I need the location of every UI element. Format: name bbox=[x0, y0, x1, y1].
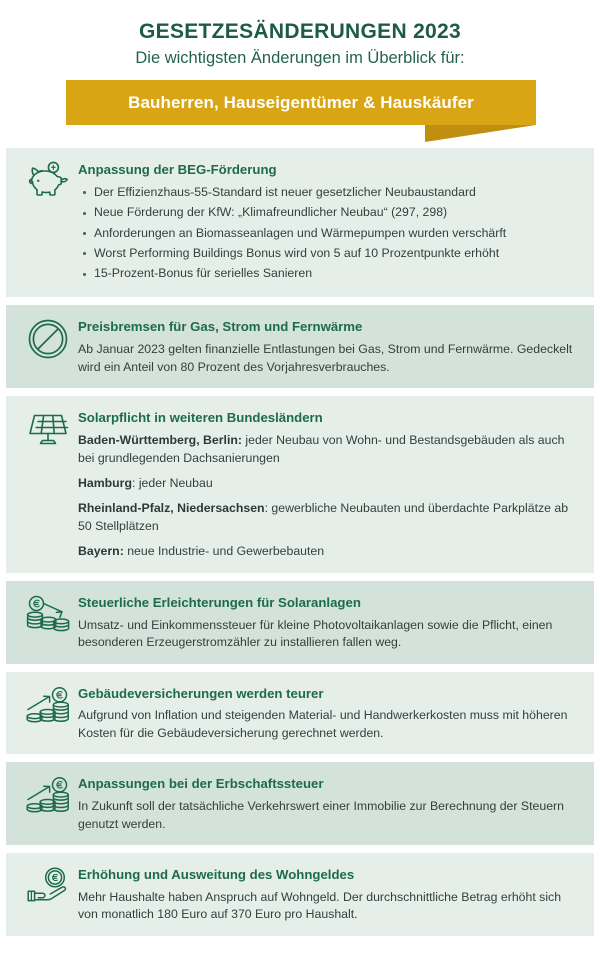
paragraph-lead: Hamburg bbox=[78, 475, 132, 490]
card bbox=[6, 148, 594, 297]
card bbox=[6, 853, 594, 936]
paragraph-lead: Bayern: bbox=[78, 544, 124, 559]
card-title: Anpassungen bei der Erbschaftssteuer bbox=[78, 776, 324, 792]
card-paragraph bbox=[78, 432, 576, 467]
bullet-item: Worst Performing Buildings Bonus wird von 5 auf 10 Prozentpunkte erhöht bbox=[94, 245, 576, 263]
bullet-item: 15-Prozent-Bonus für serielles Sanieren bbox=[94, 265, 576, 283]
card-paragraph bbox=[78, 543, 576, 560]
paragraph-rest: : gewerbliche Neubauten und überdachte Parkplätze ab 50 Stellplätzen bbox=[78, 501, 569, 533]
coins-decreasing-icon bbox=[20, 592, 76, 636]
card-title: Erhöhung und Ausweitung des Wohngeldes bbox=[78, 867, 355, 883]
coins-increasing-icon bbox=[20, 773, 76, 817]
prohibition-icon bbox=[20, 316, 76, 360]
paragraph-lead: Baden-Württemberg, Berlin: bbox=[78, 433, 242, 448]
card-body bbox=[76, 864, 580, 924]
piggy-bank-icon bbox=[20, 159, 76, 201]
card bbox=[6, 762, 594, 845]
card-title: Solarpflicht in weiteren Bundesländern bbox=[78, 410, 323, 426]
card-paragraph bbox=[78, 500, 576, 535]
card-body bbox=[76, 592, 580, 652]
ribbon-label: Bauherren, Hauseigentümer & Hauskäufer bbox=[128, 92, 474, 112]
card-paragraph bbox=[78, 475, 576, 492]
page-subtitle: Die wichtigsten Änderungen im Überblick für: bbox=[135, 49, 465, 67]
card bbox=[6, 396, 594, 573]
ribbon-banner bbox=[0, 80, 600, 142]
card-paragraph: Mehr Haushalte haben Anspruch auf Wohngeld. Der durchschnittliche Betrag erhöht sich von monatlich 180 Euro auf 370 Euro pro Haushalt. bbox=[78, 889, 562, 922]
bullet-item: Anforderungen an Biomasseanlagen und Wärmepumpen wurden verschärft bbox=[94, 225, 576, 243]
paragraph-rest: neue Industrie- und Gewerbebauten bbox=[123, 544, 325, 559]
page-title: GESETZESÄNDERUNGEN 2023 bbox=[139, 20, 461, 43]
bullet-item: Der Effizienzhaus-55-Standard ist neuer gesetzlicher Neubaustandard bbox=[94, 184, 576, 202]
card-body bbox=[76, 316, 580, 376]
card bbox=[6, 672, 594, 755]
card-title: Anpassung der BEG-Förderung bbox=[78, 162, 277, 177]
card-paragraph: Ab Januar 2023 gelten finanzielle Entlastungen bei Gas, Strom und Fernwärme. Gedeckelt wird ein Anteil von 80 Prozent des Vorjahresverbrauches. bbox=[78, 342, 573, 374]
cards-list bbox=[0, 148, 600, 952]
coins-increasing-icon bbox=[20, 683, 76, 727]
paragraph-rest: jeder Neubau von Wohn- und Bestandsgebäuden als auch bei grundlegenden Dachsanierungen bbox=[78, 433, 565, 465]
ribbon-tail-shape bbox=[425, 125, 536, 142]
ribbon-body bbox=[66, 80, 536, 125]
card-body bbox=[76, 159, 580, 285]
paragraph-lead: Rheinland-Pfalz, Niedersachsen bbox=[78, 501, 265, 516]
header bbox=[0, 20, 600, 68]
card-paragraph: Umsatz- und Einkommenssteuer für kleine Photovoltaikanlagen sowie die Pflicht, einen besonderen Erzeugerstromzähler zu installieren fallen weg. bbox=[78, 617, 553, 650]
card bbox=[6, 305, 594, 388]
solar-panel-icon bbox=[20, 407, 76, 451]
paragraph-rest: : jeder Neubau bbox=[131, 475, 213, 490]
bullet-list bbox=[78, 184, 576, 283]
card-title: Preisbremsen für Gas, Strom und Fernwärme bbox=[78, 319, 363, 335]
card-body bbox=[76, 773, 580, 833]
bullet-item: Neue Förderung der KfW: „Klimafreundlicher Neubau“ (297, 298) bbox=[94, 204, 576, 222]
card-body bbox=[76, 683, 580, 743]
card-paragraph: In Zukunft soll der tatsächliche Verkehrswert einer Immobilie zur Berechnung der Steuern genutzt werden. bbox=[78, 799, 564, 831]
card-paragraph: Aufgrund von Inflation und steigenden Material- und Handwerkerkosten muss mit höheren Kosten für die Gebäudeversicherung gerechnet werden. bbox=[78, 708, 568, 740]
card-title: Gebäudeversicherungen werden teurer bbox=[78, 685, 324, 701]
card bbox=[6, 581, 594, 664]
card-body bbox=[76, 407, 580, 561]
card-title: Steuerliche Erleichterungen für Solaranlagen bbox=[78, 594, 361, 610]
hand-with-coin-icon bbox=[20, 864, 76, 908]
